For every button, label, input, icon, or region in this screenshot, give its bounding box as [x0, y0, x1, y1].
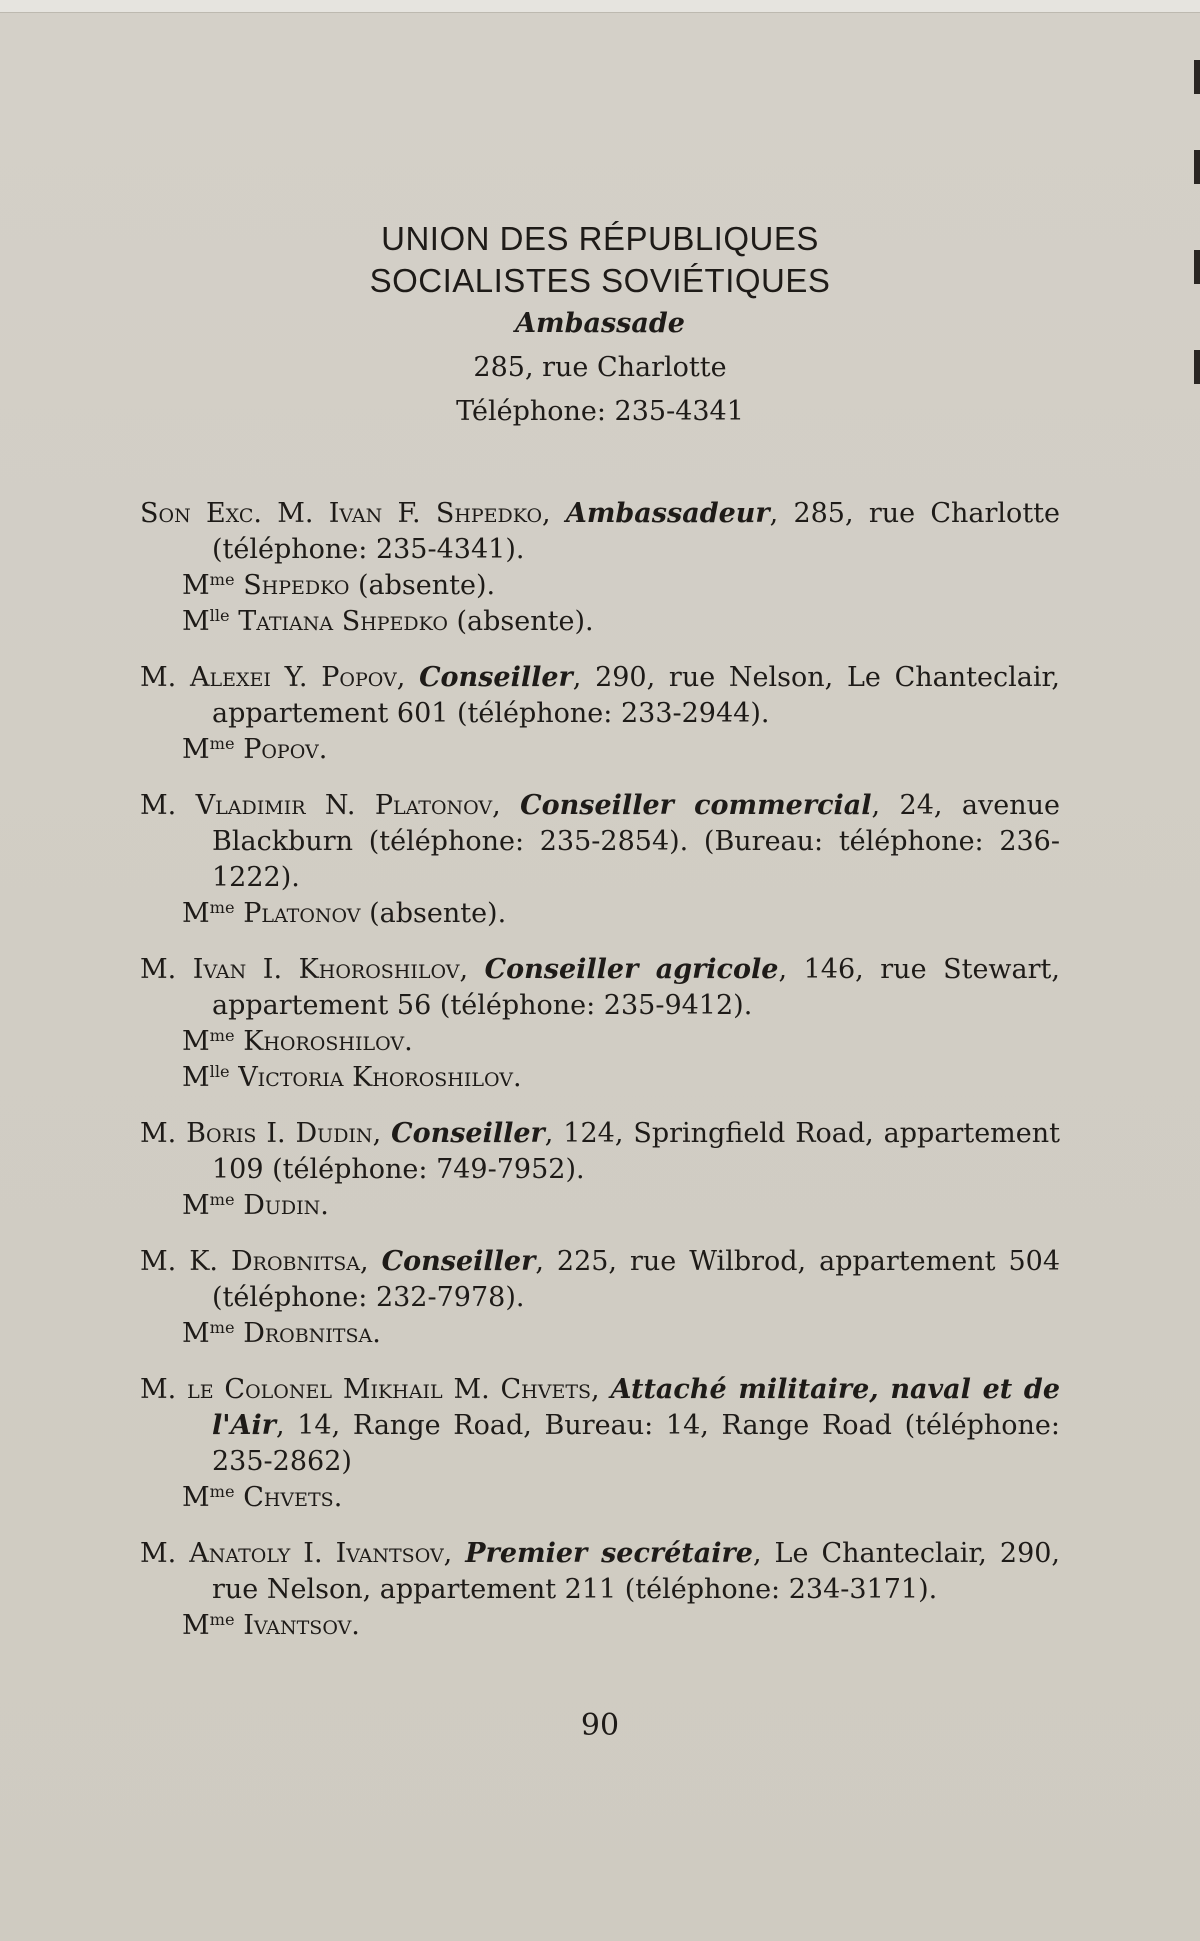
embassy-telephone: Téléphone: 235-4341: [456, 396, 744, 427]
family-note: .: [333, 1482, 343, 1513]
family-member: [140, 604, 1060, 640]
entry-title: Son Exc. M.: [140, 498, 314, 529]
subtitle: Ambassade: [515, 308, 685, 339]
embassy-address: 285, rue Charlotte: [473, 352, 727, 383]
binding-mark: [1194, 150, 1200, 184]
family-prefix-sup: me: [209, 1190, 235, 1210]
family-prefix: M: [182, 1482, 210, 1513]
family-member: [140, 568, 1060, 604]
entry-title: M.: [140, 1118, 177, 1149]
entry-details: , 290, rue Nelson, Le Chanteclair, appartement 601 (téléphone: 233-2944).: [212, 662, 1060, 729]
entry-main: M. Alexei Y. Popov, Conseiller, 290, rue Nelson, Le Chanteclair, appartement 601 (téléphone: 233-2944).: [140, 662, 1060, 729]
family-prefix: M: [182, 570, 210, 601]
entry-details: , 124, Springfield Road, appartement 109 (téléphone: 749-7952).: [212, 1118, 1060, 1185]
family-note: (absente).: [360, 898, 507, 929]
family-note: .: [320, 1190, 329, 1221]
entry-name: Mikhail M. Chvets: [342, 1374, 592, 1405]
entry-title: M.: [140, 790, 177, 821]
entry-role: Conseiller: [391, 1118, 545, 1149]
family-prefix-sup: me: [209, 1318, 235, 1338]
family-note: (absente).: [349, 570, 496, 601]
family-member: [140, 1024, 1060, 1060]
entry-role: Conseiller commercial: [520, 790, 872, 821]
entry-main: M. Ivan I. Khoroshilov, Conseiller agricole, 146, rue Stewart, appartement 56 (téléphone: 235-9412).: [140, 954, 1060, 1021]
family-note: .: [372, 1318, 381, 1349]
family-prefix-sup: lle: [209, 606, 230, 626]
entry-role: Conseiller: [419, 662, 573, 693]
heading-line-2: SOCIALISTES SOVIÉTIQUES: [369, 262, 831, 299]
page-top-edge: [0, 0, 1200, 13]
family-prefix: M: [182, 1026, 210, 1057]
family-prefix-sup: lle: [209, 1062, 230, 1082]
entry-role: Attaché militaire, naval et de l'Air: [212, 1374, 1060, 1441]
family-name: Tatiana Shpedko: [238, 606, 448, 637]
family-prefix: M: [182, 1190, 210, 1221]
entry-title: M. le Colonel: [140, 1374, 332, 1405]
entry-role: Conseiller: [381, 1246, 536, 1277]
entry-main: M. Anatoly I. Ivantsov, Premier secrétaire, Le Chanteclair, 290, rue Nelson, appartement 211 (téléphone: 234-3171).: [140, 1538, 1061, 1605]
family-member: [140, 732, 1060, 768]
family-name: Dudin: [243, 1190, 321, 1221]
family-name: Chvets: [243, 1482, 334, 1513]
entry-title: M.: [140, 954, 177, 985]
list-item: [140, 1116, 1060, 1224]
family-prefix: M: [182, 1610, 210, 1641]
family-member: [140, 896, 1060, 932]
entry-main: M. K. Drobnitsa, Conseiller, 225, rue Wilbrod, appartement 504 (téléphone: 232-7978).: [140, 1246, 1060, 1313]
family-note: .: [318, 734, 328, 765]
family-name: Ivantsov: [243, 1610, 352, 1641]
entry-details: , Le Chanteclair, 290, rue Nelson, appartement 211 (téléphone: 234-3171).: [212, 1538, 1061, 1605]
entry-details: , 285, rue Charlotte (téléphone: 235-4341).: [212, 498, 1060, 565]
family-name: Platonov: [243, 898, 361, 929]
list-item: [140, 496, 1060, 640]
family-prefix: M: [182, 898, 210, 929]
entry-main: M. Boris I. Dudin, Conseiller, 124, Springfield Road, appartement 109 (téléphone: 749-7952).: [140, 1118, 1060, 1185]
family-member: [140, 1316, 1060, 1352]
entry-details: , 24, avenue Blackburn (téléphone: 235-2854). (Bureau: téléphone: 236-1222).: [212, 790, 1061, 893]
family-name: Shpedko: [243, 570, 350, 601]
family-prefix-sup: me: [209, 898, 235, 918]
family-prefix-sup: me: [209, 1610, 235, 1630]
family-member: [140, 1480, 1060, 1516]
entry-title: M.: [140, 1538, 177, 1569]
entry-name: Vladimir N. Platonov: [195, 790, 493, 821]
list-item: [140, 1244, 1060, 1352]
entry-name: Anatoly I. Ivantsov: [189, 1538, 444, 1569]
entry-role: Ambassadeur: [565, 498, 770, 529]
entry-role: Conseiller agricole: [484, 954, 779, 985]
family-prefix: M: [182, 606, 210, 637]
family-prefix-sup: me: [209, 1482, 235, 1502]
entry-main: Son Exc. M. Ivan F. Shpedko, Ambassadeur, 285, rue Charlotte (téléphone: 235-4341).: [140, 498, 1060, 565]
entry-role: Premier secrétaire: [465, 1538, 753, 1569]
family-prefix: M: [182, 734, 210, 765]
family-member: [140, 1060, 1060, 1096]
family-name: Khoroshilov: [243, 1026, 405, 1057]
family-note: .: [404, 1026, 413, 1057]
list-item: [140, 660, 1060, 768]
entry-details: , 14, Range Road, Bureau: 14, Range Road (téléphone: 235-2862): [212, 1410, 1060, 1477]
family-prefix: M: [182, 1062, 210, 1093]
header: [0, 218, 1200, 434]
heading-line-1: UNION DES RÉPUBLIQUES: [381, 220, 819, 257]
family-member: [140, 1608, 1060, 1644]
family-name: Drobnitsa: [243, 1318, 373, 1349]
list-item: [140, 1372, 1060, 1516]
family-note: .: [351, 1610, 360, 1641]
entry-title: M.: [140, 1246, 177, 1277]
entry-details: , 225, rue Wilbrod, appartement 504 (téléphone: 232-7978).: [212, 1246, 1060, 1313]
page-number: 90: [580, 1708, 620, 1743]
entry-name: Ivan F. Shpedko: [328, 498, 543, 529]
family-prefix-sup: me: [209, 1026, 235, 1046]
entry-name: Boris I. Dudin: [186, 1118, 373, 1149]
family-prefix: M: [182, 1318, 210, 1349]
entry-name: K. Drobnitsa: [189, 1246, 361, 1277]
list-item: [140, 1536, 1060, 1644]
family-name: Victoria Khoroshilov: [238, 1062, 513, 1093]
binding-mark: [1194, 60, 1200, 94]
family-note: .: [512, 1062, 522, 1093]
family-prefix-sup: me: [209, 570, 235, 590]
list-item: [140, 788, 1060, 932]
list-item: [140, 952, 1060, 1096]
entry-main: M. le Colonel Mikhail M. Chvets, Attaché militaire, naval et de l'Air, 14, Range Road, Bureau: 14, Range Road (téléphone: 235-2862): [140, 1374, 1060, 1477]
entry-details: , 146, rue Stewart, appartement 56 (téléphone: 235-9412).: [212, 954, 1060, 1021]
entry-name: Alexei Y. Popov: [189, 662, 397, 693]
entry-name: Ivan I. Khoroshilov: [192, 954, 460, 985]
entry-title: M.: [140, 662, 177, 693]
entries-list: [140, 496, 1060, 1664]
family-note: (absente).: [447, 606, 594, 637]
family-name: Popov: [243, 734, 319, 765]
family-prefix-sup: me: [209, 734, 235, 754]
family-member: [140, 1188, 1060, 1224]
entry-main: M. Vladimir N. Platonov, Conseiller commercial, 24, avenue Blackburn (téléphone: 235-2854). (Bureau: téléphone: 236-1222).: [140, 790, 1061, 893]
